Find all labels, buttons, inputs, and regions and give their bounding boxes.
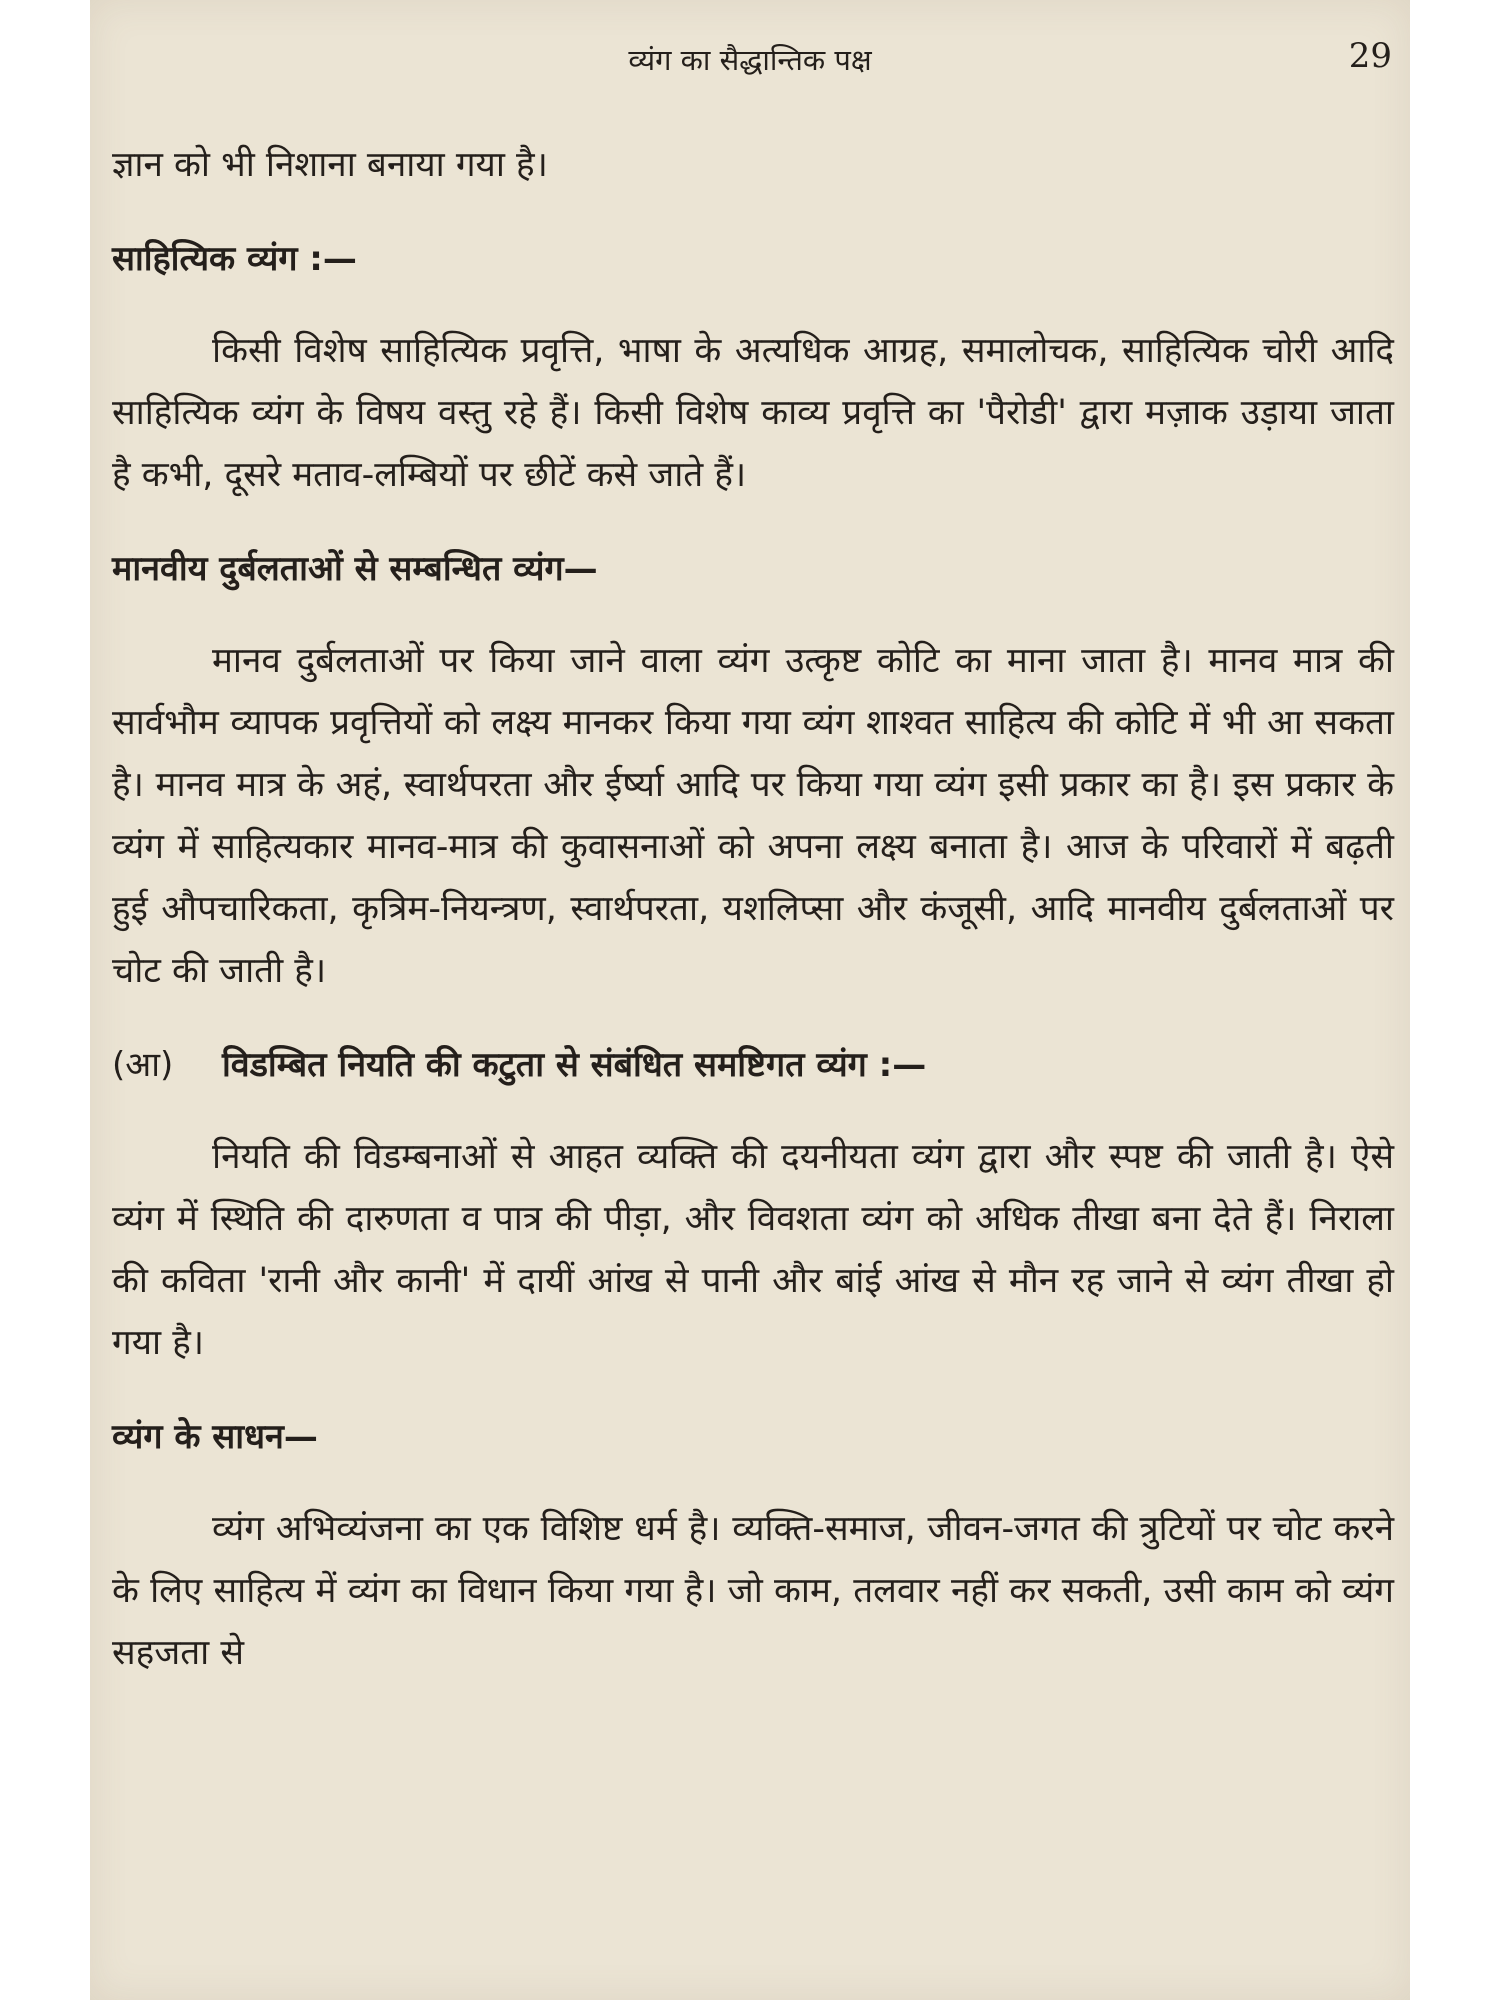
paragraph-continued: ज्ञान को भी निशाना बनाया गया है। [112, 145, 548, 185]
paragraph-destiny-satire: नियति की विडम्बनाओं से आहत व्यक्ति की दयनीयता व्यंग द्वारा और स्पष्ट की जाती है। ऐसे व्यंग में स्थिति की दारुणता व पात्र की पीड़ा, और विवशता व्यंग को अधिक तीखा बना देते हैं। निराला की कविता 'रानी और कानी' में दायीं आंख से पानी और बांई आंख से मौन रह जाने से व्यंग तीखा हो गया है। [112, 1137, 1394, 1363]
book-page [90, 0, 1410, 2000]
body-text [112, 134, 1394, 1684]
running-head [90, 28, 1410, 88]
heading-literary-satire: साहित्यिक व्यंग :— [112, 239, 357, 279]
section-marker: (आ) [112, 1045, 174, 1085]
running-title: व्यंग का सैद्धान्तिक पक्ष [628, 43, 872, 77]
heading-destiny-satire [112, 1034, 1394, 1096]
heading-destiny-satire-text: विडम्बित नियति की कटुता से संबंधित समष्टिगत व्यंग :— [222, 1045, 927, 1085]
page-number: 29 [1348, 36, 1392, 76]
heading-human-weakness-satire: मानवीय दुर्बलताओं से सम्बन्धित व्यंग— [112, 549, 598, 589]
paragraph-means-of-satire: व्यंग अभिव्यंजना का एक विशिष्ट धर्म है। व्यक्ति-समाज, जीवन-जगत की त्रुटियों पर चोट करने के लिए साहित्य में व्यंग का विधान किया गया है। जो काम, तलवार नहीं कर सकती, उसी काम को व्यंग सहजता से [112, 1509, 1394, 1673]
paragraph-literary-satire: किसी विशेष साहित्यिक प्रवृत्ति, भाषा के अत्यधिक आग्रह, समालोचक, साहित्यिक चोरी आदि साहित्यिक व्यंग के विषय वस्तु रहे हैं। किसी विशेष काव्य प्रवृत्ति का 'पैरोडी' द्वारा मज़ाक उड़ाया जाता है कभी, दूसरे मताव-लम्बियों पर छीटें कसे जाते हैं। [112, 331, 1394, 495]
heading-means-of-satire: व्यंग के साधन— [112, 1417, 318, 1457]
paragraph-human-weakness-satire: मानव दुर्बलताओं पर किया जाने वाला व्यंग उत्कृष्ट कोटि का माना जाता है। मानव मात्र की सार्वभौम व्यापक प्रवृत्तियों को लक्ष्य मानकर किया गया व्यंग शाश्वत साहित्य की कोटि में भी आ सकता है। मानव मात्र के अहं, स्वार्थपरता और ईर्ष्या आदि पर किया गया व्यंग इसी प्रकार का है। इस प्रकार के व्यंग में साहित्यकार मानव-मात्र की कुवासनाओं को अपना लक्ष्य बनाता है। आज के परिवारों में बढ़ती हुई औपचारिकता, कृत्रिम-नियन्त्रण, स्वार्थपरता, यशलिप्सा और कंजूसी, आदि मानवीय दुर्बलताओं पर चोट की जाती है। [112, 641, 1394, 991]
